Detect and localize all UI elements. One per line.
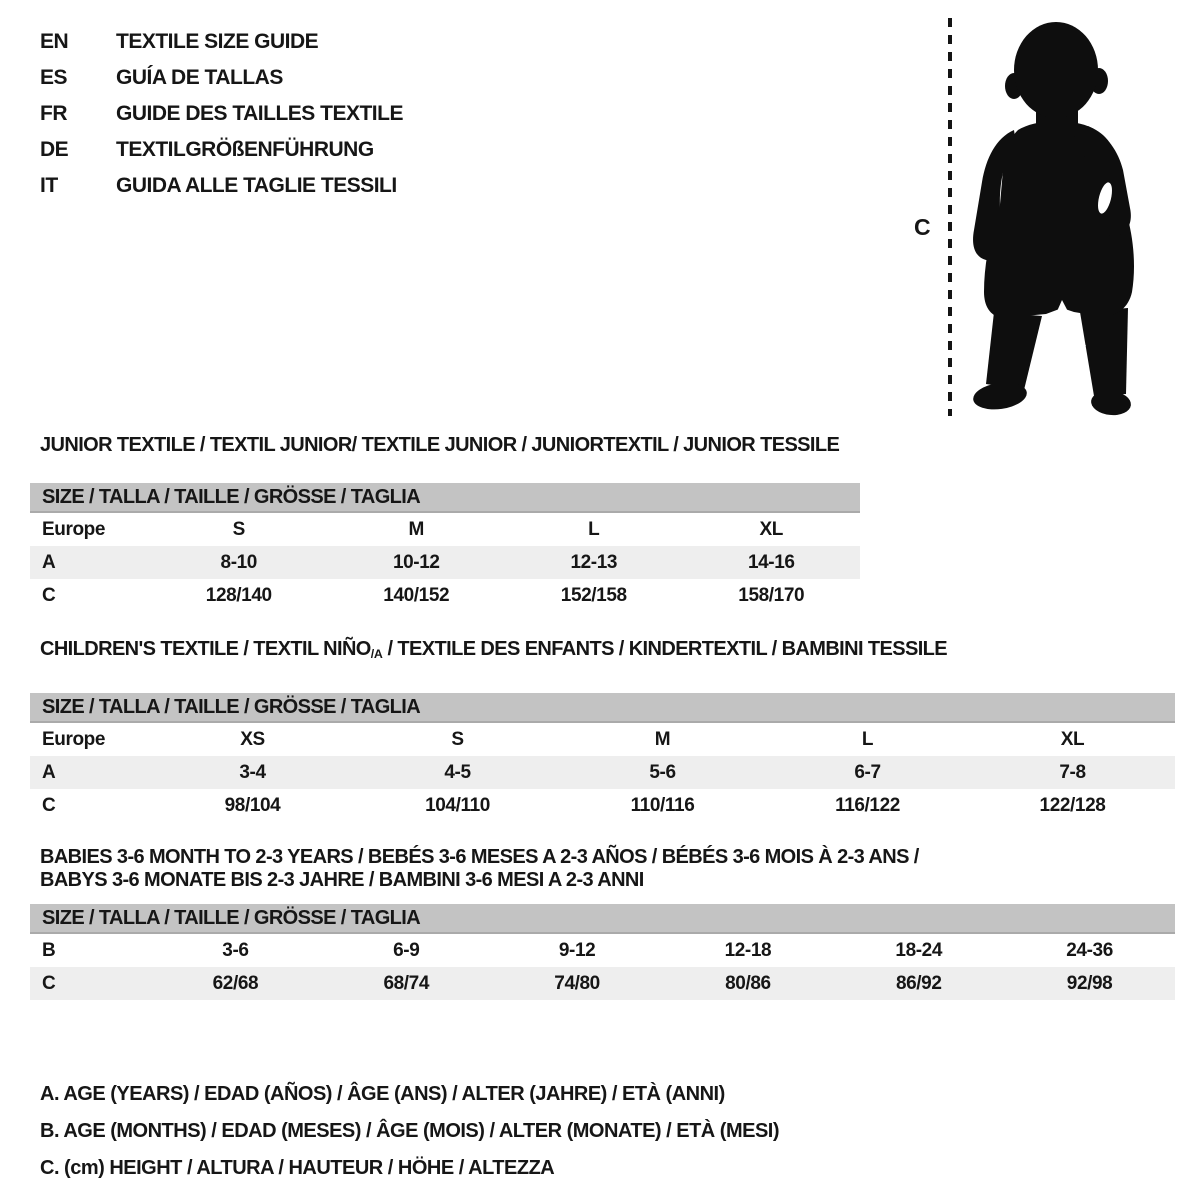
children-title-rest: / TEXTILE DES ENFANTS / KINDERTEXTIL / BAMBINI TESSILE (382, 638, 948, 660)
value-cell: 68/74 (321, 967, 492, 1000)
junior-size-header-bar: SIZE / TALLA / TAILLE / GRÖSSE / TAGLIA (30, 483, 860, 513)
table-row (30, 579, 860, 612)
babies-size-header-bar: SIZE / TALLA / TAILLE / GRÖSSE / TAGLIA (30, 904, 1175, 934)
row-label-cell: A (30, 546, 150, 579)
junior-section-title: JUNIOR TEXTILE / TEXTIL JUNIOR/ TEXTILE JUNIOR / JUNIORTEXTIL / JUNIOR TESSILE (40, 434, 840, 456)
row-label-cell: C (30, 967, 150, 1000)
value-cell: 4-5 (355, 756, 560, 789)
value-cell: 140/152 (383, 584, 450, 606)
size-column-header: XS (240, 728, 265, 750)
value-cell: 122/128 (1039, 794, 1106, 816)
value-cell: 24-36 (1066, 939, 1113, 961)
value-cell: 158/170 (738, 584, 805, 606)
size-column-header: S (232, 518, 245, 540)
legend-line-b: B. AGE (MONTHS) / EDAD (MESES) / ÂGE (MOIS) / ALTER (MONATE) / ETÀ (MESI) (40, 1120, 780, 1142)
children-size-table (30, 723, 1175, 822)
value-cell: 6-9 (393, 939, 420, 961)
children-title-sub: /A (370, 647, 383, 661)
size-column-header: L (588, 518, 600, 540)
value-cell: 5-6 (560, 756, 765, 789)
row-label-cell: A (30, 756, 150, 789)
size-column-header: L (861, 728, 874, 750)
value-cell: 8-10 (150, 546, 328, 579)
value-cell: 116/122 (835, 794, 900, 816)
value-cell: 62/68 (150, 967, 321, 1000)
value-cell: 152/158 (560, 584, 627, 606)
size-column-header: XL (759, 518, 783, 540)
row-label-cell: B (42, 939, 56, 961)
value-cell: 128/140 (205, 584, 272, 606)
value-cell: 3-4 (150, 756, 355, 789)
lang-code-de: DE (40, 138, 69, 161)
junior-section (30, 434, 860, 612)
babies-size-table (30, 934, 1175, 1000)
value-cell: 86/92 (833, 967, 1004, 1000)
value-cell: 7-8 (970, 756, 1175, 789)
value-cell: 74/80 (492, 967, 663, 1000)
table-row (30, 789, 1175, 822)
table-row (30, 513, 860, 546)
size-column-header: S (451, 728, 464, 750)
row-label-cell: C (42, 794, 56, 816)
table-row (30, 723, 1175, 756)
lang-title-es: GUÍA DE TALLAS (116, 66, 283, 89)
children-section (30, 638, 1175, 822)
lang-title-fr: GUIDE DES TAILLES TEXTILE (116, 102, 403, 125)
babies-section-title-line2: BABYS 3-6 MONATE BIS 2-3 JAHRE / BAMBINI 3-6 MESI A 2-3 ANNI (40, 869, 644, 891)
table-row (30, 967, 1175, 1000)
babies-section-title-line1: BABIES 3-6 MONTH TO 2-3 YEARS / BEBÉS 3-6 MESES A 2-3 AÑOS / BÉBÉS 3-6 MOIS À 2-3 ANS / (40, 846, 919, 868)
table-row (30, 934, 1175, 967)
babies-section (30, 846, 1175, 1000)
value-cell: 104/110 (425, 794, 490, 816)
row-label-cell: C (42, 584, 56, 606)
size-column-header: M (408, 518, 424, 540)
lang-code-en: EN (40, 30, 69, 53)
value-cell: 12-13 (505, 546, 683, 579)
value-cell: 3-6 (222, 939, 249, 961)
value-cell: 10-12 (328, 546, 506, 579)
children-title-main: CHILDREN'S TEXTILE / TEXTIL NIÑO (40, 638, 371, 660)
value-cell: 92/98 (1004, 967, 1175, 1000)
lang-code-fr: FR (40, 102, 67, 125)
value-cell: 6-7 (765, 756, 970, 789)
lang-code-it: IT (40, 174, 58, 197)
region-label-cell: Europe (42, 518, 106, 540)
lang-title-it: GUIDA ALLE TAGLIE TESSILI (116, 174, 397, 197)
toddler-silhouette-icon (958, 12, 1140, 420)
height-measure-dashed-line (948, 18, 952, 416)
children-section-title (30, 638, 1175, 663)
size-column-header: XL (1060, 728, 1085, 750)
height-measure-label: C (914, 214, 931, 240)
table-row (30, 756, 1175, 789)
value-cell: 98/104 (224, 794, 281, 816)
value-cell: 80/86 (662, 967, 833, 1000)
value-cell: 12-18 (724, 939, 772, 961)
table-row (30, 546, 860, 579)
value-cell: 18-24 (895, 939, 943, 961)
legend-line-c: C. (cm) HEIGHT / ALTURA / HAUTEUR / HÖHE / ALTEZZA (40, 1157, 555, 1179)
lang-title-de: TEXTILGRÖßENFÜHRUNG (116, 138, 374, 161)
measurement-legend (40, 1076, 779, 1187)
language-title-block (40, 30, 403, 197)
value-cell: 14-16 (683, 546, 861, 579)
region-label-cell: Europe (42, 728, 106, 750)
legend-line-a: A. AGE (YEARS) / EDAD (AÑOS) / ÂGE (ANS) / ALTER (JAHRE) / ETÀ (ANNI) (40, 1083, 725, 1105)
lang-title-en: TEXTILE SIZE GUIDE (116, 30, 319, 53)
children-size-header-bar: SIZE / TALLA / TAILLE / GRÖSSE / TAGLIA (30, 693, 1175, 723)
junior-size-table (30, 513, 860, 612)
lang-code-es: ES (40, 66, 68, 89)
size-column-header: M (654, 728, 671, 750)
value-cell: 110/116 (630, 794, 695, 816)
value-cell: 9-12 (558, 939, 596, 961)
